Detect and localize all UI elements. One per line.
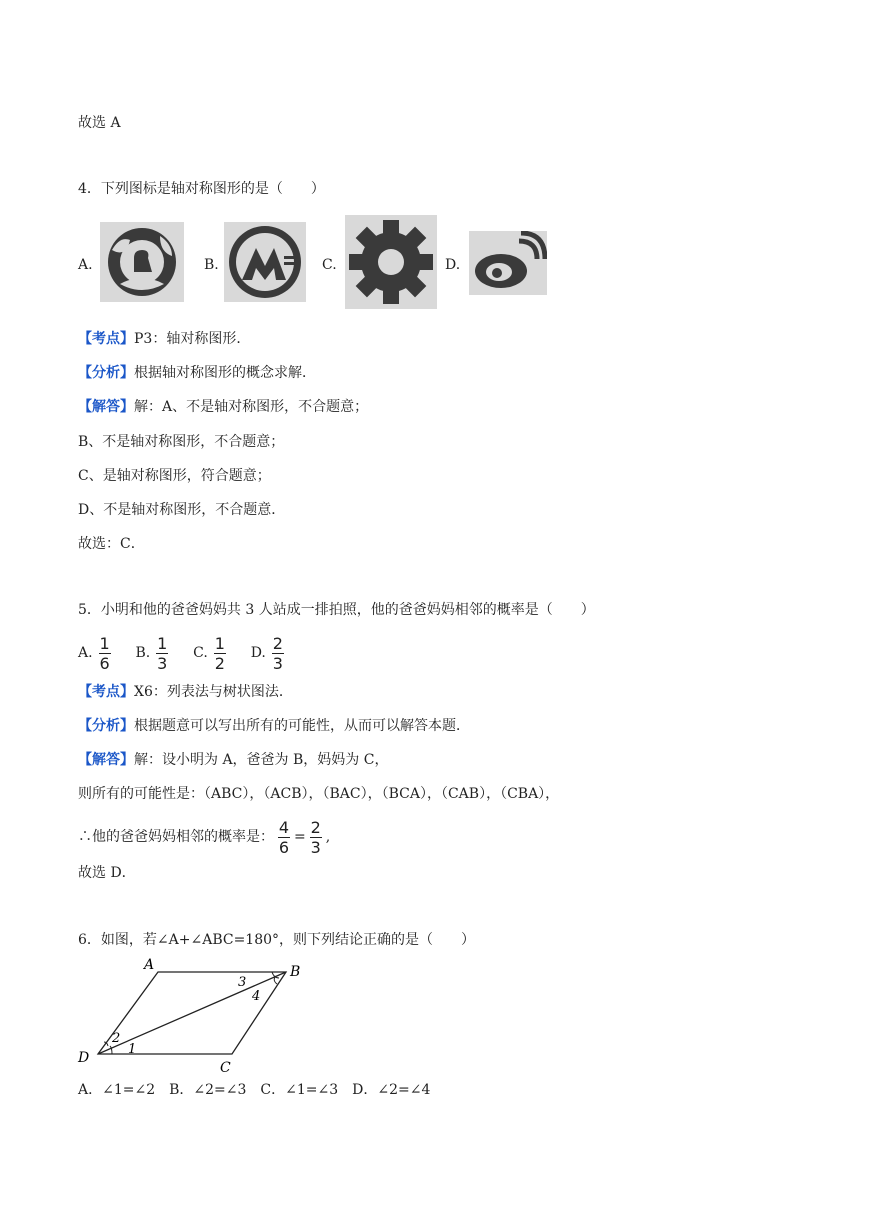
q4-question: 4．下列图标是轴对称图形的是（ ）: [78, 181, 325, 197]
q4-option-c-label: C.: [322, 257, 337, 273]
fenxi-tag: 【分析】: [78, 365, 134, 381]
q4-answer: 故选：C．: [78, 536, 145, 552]
q5-option-a-label: A.: [78, 645, 93, 661]
q3-answer: 故选 A: [78, 115, 121, 131]
q5-option-b-fraction: [156, 633, 168, 673]
numerator: 1: [214, 633, 225, 653]
denominator: 3: [157, 653, 168, 673]
denominator: 3: [272, 653, 283, 673]
gear-icon: [345, 215, 437, 309]
numerator: 2: [310, 817, 321, 837]
q5-kaodian: [78, 683, 293, 701]
q5-option-b-label: B.: [135, 645, 151, 661]
kaodian-tag: 【考点】: [78, 331, 134, 347]
q4-jieda: [78, 398, 368, 416]
q4-line-b: B、不是轴对称图形，不合题意；: [78, 434, 285, 450]
metro-m-logo-icon: [224, 222, 306, 302]
denominator: 6: [278, 837, 290, 857]
angle-2-label: 2: [112, 1031, 121, 1046]
fenxi-text: 根据轴对称图形的概念求解．: [134, 365, 316, 381]
q5-line-2: 则所有的可能性是：（ABC），（ACB），（BAC），（BCA），（CAB），（CBA），: [78, 786, 560, 802]
circle-logo-icon: [100, 222, 184, 302]
angle-4-label: 4: [252, 989, 261, 1004]
vertex-b-label: B: [290, 964, 301, 980]
numerator: 2: [272, 633, 283, 653]
q4-option-d-label: D.: [445, 257, 461, 273]
vertex-c-label: C: [220, 1060, 231, 1076]
q6-parallelogram-figure: [74, 956, 314, 1076]
q4-fenxi: [78, 364, 316, 382]
q5-options: [78, 634, 288, 672]
vertex-a-label: A: [144, 957, 155, 973]
q5-option-d-label: D.: [250, 645, 266, 661]
q6-options: A．∠1=∠2 B．∠2=∠3 C．∠1=∠3 D．∠2=∠4: [78, 1082, 431, 1098]
jieda-text: 解：设小明为 A，爸爸为 B，妈妈为 C，: [134, 752, 389, 768]
numerator: 1: [157, 633, 168, 653]
q5-option-c-fraction: [214, 633, 226, 673]
denominator: 6: [99, 653, 110, 673]
equals-sign: =: [294, 829, 306, 845]
numerator: 1: [99, 633, 110, 653]
q5-option-c-label: C.: [193, 645, 208, 661]
vertex-d-label: D: [78, 1050, 90, 1066]
fenxi-tag: 【分析】: [78, 718, 134, 734]
q5-option-d-fraction: [272, 633, 284, 673]
q4-option-a-label: A.: [78, 257, 93, 273]
q5-line-3: [78, 818, 330, 856]
denominator: 2: [214, 653, 225, 673]
q5-fraction-2: [310, 817, 322, 857]
q6-question: 6．如图，若∠A+∠ABC=180°，则下列结论正确的是（ ）: [78, 932, 476, 948]
kaodian-text: X6：列表法与树状图法．: [134, 684, 293, 700]
angle-1-label: 1: [128, 1042, 137, 1057]
q4-line-c: C、是轴对称图形，符合题意；: [78, 468, 271, 484]
jieda-tag: 【解答】: [78, 752, 134, 768]
kaodian-text: P3：轴对称图形．: [134, 331, 251, 347]
q5-line3-prefix: ∴他的爸爸妈妈相邻的概率是：: [78, 829, 274, 845]
q5-answer: 故选 D．: [78, 865, 136, 881]
fenxi-text: 根据题意可以写出所有的可能性，从而可以解答本题．: [134, 718, 470, 734]
q4-kaodian: [78, 330, 250, 348]
q5-fraction-1: [278, 817, 290, 857]
q5-fenxi: [78, 717, 470, 735]
q4-option-b-label: B.: [204, 257, 219, 273]
jieda-text: 解：A、不是轴对称图形，不合题意；: [134, 399, 369, 415]
angle-3-label: 3: [238, 975, 247, 990]
denominator: 3: [310, 837, 321, 857]
q5-jieda: [78, 751, 388, 769]
q4-line-d: D、不是轴对称图形，不合题意．: [78, 502, 286, 518]
q5-option-a-fraction: [99, 633, 111, 673]
q5-question: 5．小明和他的爸爸妈妈共 3 人站成一排拍照，他的爸爸妈妈相邻的概率是（ ）: [78, 602, 595, 618]
jieda-tag: 【解答】: [78, 399, 134, 415]
numerator: 4: [278, 817, 290, 837]
weibo-logo-icon: [469, 231, 547, 295]
q5-line3-suffix: ,: [325, 829, 331, 845]
kaodian-tag: 【考点】: [78, 684, 134, 700]
